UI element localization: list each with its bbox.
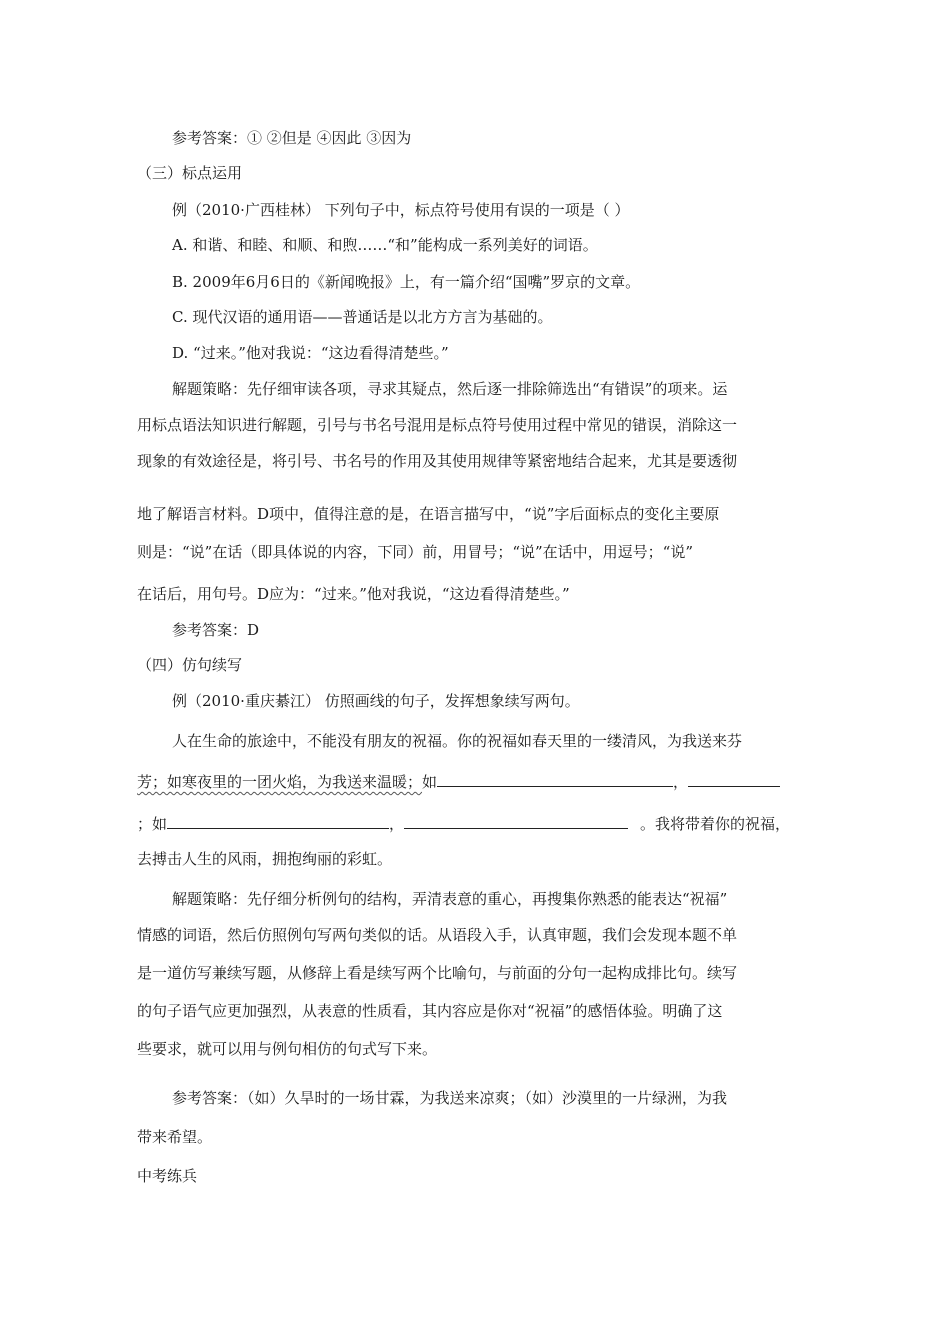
strategy-4-line: 情感的词语，然后仿照例句写两句类似的话。从语段入手，认真审题，我们会发现本题不单 bbox=[137, 926, 738, 944]
passage-line-with-blanks: ；如 ， 。我将带着你的祝福， bbox=[137, 812, 790, 834]
answer-3: 参考答案：D bbox=[172, 621, 260, 639]
strategy-3-line: 用标点语法知识进行解题，引号与书名号混用是标点符号使用过程中常见的错误，消除这一 bbox=[137, 416, 738, 434]
strategy-3-line: 在话后，用句号。D应为：“过来。”他对我说，“这边看得清楚些。” bbox=[137, 585, 570, 603]
option-d: D. “过来。”他对我说：“这边看得清楚些。” bbox=[172, 344, 449, 362]
passage-line-with-blanks: 芳；如寒夜里的一团火焰，为我送来温暖；如 ， bbox=[137, 770, 780, 792]
section-3-example: 例（2010·广西桂林） 下列句子中，标点符号使用有误的一项是（ ） bbox=[172, 201, 630, 219]
underlined-example-sentence: 芳；如寒夜里的一团火焰，为我送来温暖； bbox=[137, 773, 423, 791]
footer-heading: 中考练兵 bbox=[137, 1167, 198, 1185]
option-c: C. 现代汉语的通用语——普通话是以北方方言为基础的。 bbox=[172, 308, 553, 326]
answer-blank[interactable] bbox=[404, 812, 628, 829]
answer-blank[interactable] bbox=[167, 812, 389, 829]
strategy-4-line: 是一道仿写兼续写题，从修辞上看是续写两个比喻句，与前面的分句一起构成排比句。续写 bbox=[137, 964, 738, 982]
passage-line: 人在生命的旅途中，不能没有朋友的祝福。你的祝福如春天里的一缕清风，为我送来芬 bbox=[172, 732, 743, 750]
answer-4-line: 参考答案：（如）久旱时的一场甘霖，为我送来凉爽；（如）沙漠里的一片绿洲，为我 bbox=[172, 1089, 728, 1107]
strategy-4-line: 些要求，就可以用与例句相仿的句式写下来。 bbox=[137, 1040, 438, 1058]
strategy-3-line: 解题策略：先仔细审读各项，寻求其疑点，然后逐一排除筛选出“有错误”的项来。运 bbox=[172, 380, 728, 398]
strategy-3-line: 则是：“说”在话（即具体说的内容，下同）前，用冒号；“说”在话中，用逗号；“说” bbox=[137, 543, 694, 561]
answer-4-line: 带来希望。 bbox=[137, 1128, 213, 1146]
answer-1: 参考答案：① ②但是 ④因此 ③因为 bbox=[172, 129, 412, 147]
answer-blank[interactable] bbox=[437, 770, 673, 787]
option-a: A. 和谐、和睦、和顺、和煦……“和”能构成一系列美好的词语。 bbox=[172, 236, 598, 254]
strategy-4-line: 的句子语气应更加强烈，从表意的性质看，其内容应是你对“祝福”的感悟体验。明确了这 bbox=[137, 1002, 723, 1020]
strategy-3-line: 地了解语言材料。D项中，值得注意的是，在语言描写中，“说”字后面标点的变化主要原 bbox=[137, 505, 720, 523]
section-4-example: 例（2010·重庆綦江） 仿照画线的句子，发挥想象续写两句。 bbox=[172, 692, 580, 710]
section-4-heading: （四）仿句续写 bbox=[137, 656, 243, 674]
passage-line: 去搏击人生的风雨，拥抱绚丽的彩虹。 bbox=[137, 850, 393, 868]
strategy-4-line: 解题策略：先仔细分析例句的结构，弄清表意的重心，再搜集你熟悉的能表达“祝福” bbox=[172, 890, 728, 908]
strategy-3-line: 现象的有效途径是，将引号、书名号的作用及其使用规律等紧密地结合起来，尤其是要透彻 bbox=[137, 452, 738, 470]
section-3-heading: （三）标点运用 bbox=[137, 164, 243, 182]
answer-blank[interactable] bbox=[688, 770, 780, 787]
option-b: B. 2009年6月6日的《新闻晚报》上，有一篇介绍“国嘴”罗京的文章。 bbox=[172, 273, 641, 291]
